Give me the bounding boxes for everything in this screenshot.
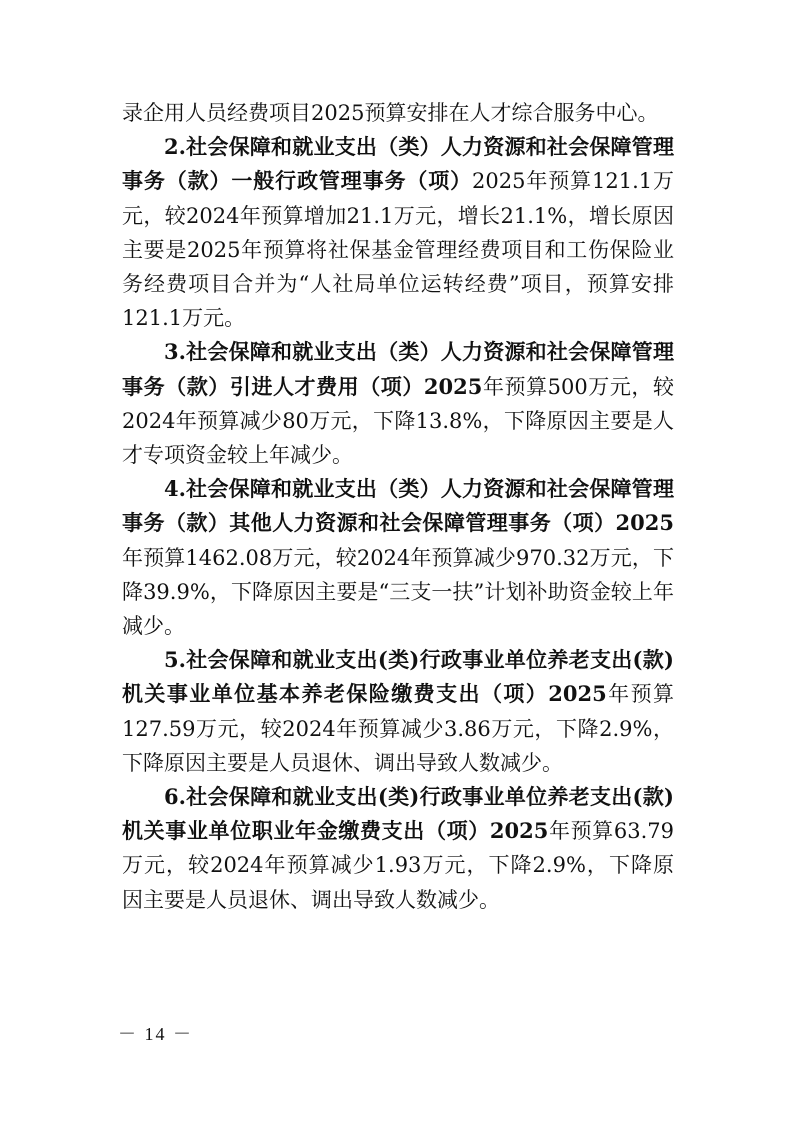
paragraph-item-3 xyxy=(122,335,674,472)
paragraph-text: 年预算500万元，较2024年预算减少80万元，下降13.8%，下降原因主要是人才专项资金较上年减少。 xyxy=(122,374,674,468)
paragraph-heading: 4.社会保障和就业支出（类）人力资源和社会保障管理事务（款）其他人力资源和社会保障管理事务（项）2025 xyxy=(122,476,674,536)
document-body xyxy=(122,96,674,917)
paragraph-text: 录企用人员经费项目2025预算安排在人才综合服务中心。 xyxy=(122,101,659,125)
paragraph-heading: 3.社会保障和就业支出（类）人力资源和社会保障管理事务（款）引进人才费用（项）2025 xyxy=(122,339,674,399)
paragraph-item-5 xyxy=(122,643,674,780)
paragraph-text: 年预算1462.08万元，较2024年预算减少970.32万元，下降39.9%，下降原因主要是“三支一扶”计划补助资金较上年减少。 xyxy=(122,545,674,639)
paragraph-text: 年预算127.59万元，较2024年预算减少3.86万元，下降2.9%，下降原因主要是人员退休、调出导致人数减少。 xyxy=(122,682,675,775)
paragraph-text: 年预算63.79万元，较2024年预算减少1.93万元，下降2.9%，下降原因主要是人员退休、调出导致人数减少。 xyxy=(122,819,674,912)
paragraph-continuation xyxy=(122,96,674,130)
paragraph-text: 2025年预算121.1万元，较2024年预算增加21.1万元，增长21.1%，增长原因主要是2025年预算将社保基金管理经费项目和工伤保险业务经费项目合并为“人社局单位运转经费”项目，预算安排121.1万元。 xyxy=(122,169,674,331)
paragraph-item-6 xyxy=(122,780,674,917)
paragraph-item-2 xyxy=(122,130,674,335)
paragraph-item-4 xyxy=(122,472,674,643)
paragraph-heading: 5.社会保障和就业支出(类)行政事业单位养老支出(款)机关事业单位基本养老保险缴费支出（项）2025 xyxy=(122,647,674,707)
page-number: － 14 － xyxy=(118,1024,193,1044)
paragraph-heading: 2.社会保障和就业支出（类）人力资源和社会保障管理事务（款）一般行政管理事务（项） xyxy=(122,134,674,194)
paragraph-heading: 6.社会保障和就业支出(类)行政事业单位养老支出(款)机关事业单位职业年金缴费支出（项）2025 xyxy=(122,784,674,844)
